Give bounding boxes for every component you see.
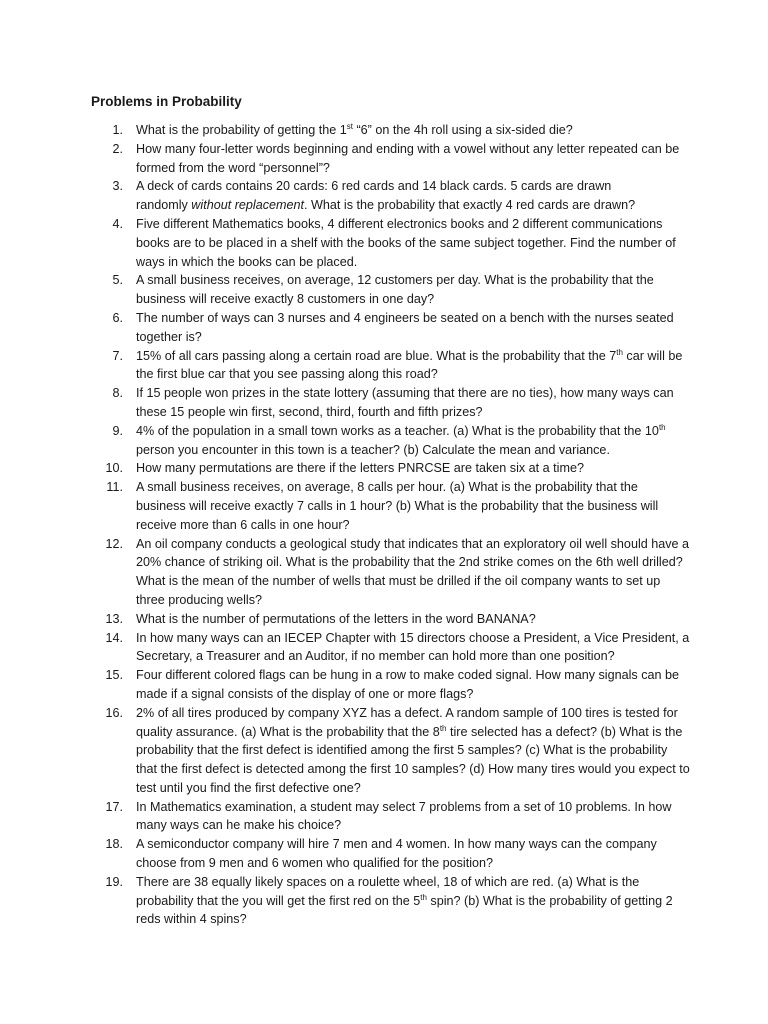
problem-number: 5. xyxy=(112,273,123,288)
problem-list xyxy=(91,121,691,929)
problem-text xyxy=(136,668,679,701)
problem-number: 2. xyxy=(112,141,123,156)
problem-item xyxy=(91,873,691,929)
problem-text-segment: An oil company conducts a geological study that indicates that an exploratory oil well should have a 20% chance of striking oil. What is the probability that the 2nd strike comes on the 6th well drilled? What is the mean of the number of wells that must be drilled if the oil company wants to set up three producing wells? xyxy=(136,536,690,607)
problem-text xyxy=(136,123,573,137)
problem-text-segment: spin? (b) What is the probability of getting 2 reds within 4 spins? xyxy=(136,893,673,927)
emphasis-text: without replacement xyxy=(191,198,305,213)
ordinal-suffix: th xyxy=(439,723,447,733)
problem-text-segment: 4% of the population in a small town works as a teacher. (a) What is the probability that the 10 xyxy=(136,423,659,438)
problem-text xyxy=(136,386,674,419)
problem-number: 15. xyxy=(105,668,123,683)
problem-text xyxy=(136,142,679,175)
problem-text-segment: In Mathematics examination, a student may select 7 problems from a set of 10 problems. In how many ways can he make his choice? xyxy=(136,799,672,833)
problem-item xyxy=(91,704,691,798)
problem-text-segment: How many permutations are there if the letters PNRCSE are taken six at a time? xyxy=(136,461,584,476)
problem-number: 3. xyxy=(112,179,123,194)
ordinal-suffix: st xyxy=(346,122,353,131)
problem-text xyxy=(136,179,635,212)
problem-text-segment: Four different colored flags can be hung in a row to make coded signal. How many signals can be made if a signal consists of the display of one or more flags? xyxy=(136,668,680,701)
problem-number: 18. xyxy=(105,837,123,852)
problem-number: 4. xyxy=(112,216,123,231)
problem-text-segment: . What is the probability that exactly 4 red cards are drawn? xyxy=(304,198,636,213)
problem-text xyxy=(136,800,672,833)
problem-text xyxy=(136,837,657,870)
problem-text-segment: There are 38 equally likely spaces on a roulette wheel, 18 of which are red. (a) What is the probability that the you will get the first red on the 5 xyxy=(136,874,640,908)
problem-number: 6. xyxy=(112,310,123,325)
problem-text xyxy=(136,217,676,269)
problem-text xyxy=(136,273,654,306)
problem-item xyxy=(91,610,691,629)
problem-item xyxy=(91,629,691,667)
problem-text-segment: A semiconductor company will hire 7 men and 4 women. In how many ways can the company choose from 9 men and 6 women who qualified for the position? xyxy=(136,837,657,871)
problem-text xyxy=(136,537,689,607)
problem-item xyxy=(91,535,691,610)
problem-number: 19. xyxy=(105,874,123,889)
problem-number: 10. xyxy=(105,461,123,476)
ordinal-suffix: th xyxy=(658,422,666,432)
problem-text xyxy=(136,311,674,344)
document-title: Problems in Probability xyxy=(91,94,242,109)
problem-text-segment: How many four-letter words beginning and ending with a vowel without any letter repeated can be formed from the word “personnel”? xyxy=(136,141,680,175)
problem-text-segment: What is the probability of getting the 1 xyxy=(136,123,347,137)
problem-item xyxy=(91,478,691,534)
problem-item xyxy=(91,459,691,478)
problem-item xyxy=(91,384,691,422)
problem-item xyxy=(91,309,691,347)
problem-text-segment: If 15 people won prizes in the state lottery (assuming that there are no ties), how many ways can these 15 people win first, second, third, fourth and fifth prizes? xyxy=(136,386,674,419)
problem-text xyxy=(136,424,666,457)
problem-text-segment: A deck of cards contains 20 cards: 6 red cards and 14 black cards. 5 cards are drawn xyxy=(136,179,612,194)
problem-text xyxy=(136,612,536,626)
problem-number: 14. xyxy=(105,630,123,645)
problem-text xyxy=(136,480,658,532)
problem-text xyxy=(136,706,690,795)
problem-number: 9. xyxy=(112,423,123,438)
problem-number: 8. xyxy=(112,386,123,401)
problem-text-segment: A small business receives, on average, 12 customers per day. What is the probability that the business will receive exactly 8 customers in one day? xyxy=(136,273,654,307)
problem-text xyxy=(136,631,689,664)
problem-text xyxy=(136,349,682,382)
ordinal-suffix: th xyxy=(420,892,427,902)
problem-item xyxy=(91,835,691,873)
problem-text-segment: “6” on the 4h roll using a six-sided die? xyxy=(352,123,573,137)
problem-item xyxy=(91,798,691,836)
problem-item xyxy=(91,666,691,704)
problem-text xyxy=(136,875,673,927)
problem-text-segment: 15% of all cars passing along a certain road are blue. What is the probability that the 7 xyxy=(136,348,617,363)
problem-number: 7. xyxy=(112,348,123,363)
problem-text-segment: person you encounter in this town is a teacher? (b) Calculate the mean and variance. xyxy=(136,442,610,457)
problem-text-segment: car will be the first blue car that you see passing along this road? xyxy=(136,348,683,382)
problem-number: 1. xyxy=(112,123,123,137)
problem-number: 12. xyxy=(105,536,123,551)
problem-text-segment: In how many ways can an IECEP Chapter with 15 directors choose a President, a Vice President, a Secretary, a Treasurer and an Auditor, if no member can hold more than one position? xyxy=(136,630,690,664)
problem-text-segment: 2% of all tires produced by company XYZ has a defect. A random sample of 100 tires is tested for quality assurance. (a) What is the probability that the 8 xyxy=(136,705,678,739)
ordinal-suffix: th xyxy=(616,347,623,357)
problem-text-segment: A small business receives, on average, 8 calls per hour. (a) What is the probability that the business will receive exactly 7 calls in 1 hour? (b) What is the probability that the business will receive more than 6 calls in one hour? xyxy=(136,480,659,532)
problem-item xyxy=(91,271,691,309)
problem-text-segment: randomly xyxy=(136,198,192,213)
problem-text-segment: Five different Mathematics books, 4 different electronics books and 2 different communications books are to be placed in a shelf with the books of the same subject together. Find the number of ways in which the books can be placed. xyxy=(136,216,676,269)
problem-number: 16. xyxy=(105,705,123,720)
problem-item xyxy=(91,177,691,215)
problem-item xyxy=(91,215,691,271)
problem-item xyxy=(91,347,691,385)
problem-item xyxy=(91,121,691,140)
problem-text-segment: The number of ways can 3 nurses and 4 engineers be seated on a bench with the nurses seated together is? xyxy=(136,310,674,344)
problem-item xyxy=(91,422,691,460)
problem-number: 13. xyxy=(105,611,123,626)
problem-number: 11. xyxy=(106,480,123,495)
problem-text xyxy=(136,461,584,475)
problem-number: 17. xyxy=(105,799,123,814)
problem-text-segment: What is the number of permutations of the letters in the word BANANA? xyxy=(136,611,536,626)
problem-item xyxy=(91,140,691,178)
problem-text-segment: tire selected has a defect? (b) What is the probability that the first defect is identified among the first 5 samples? (c) What is the probability that the first defect is detected among the first 10 samples? (d) How many tires would you expect to test until you find the first defective one? xyxy=(136,724,690,795)
